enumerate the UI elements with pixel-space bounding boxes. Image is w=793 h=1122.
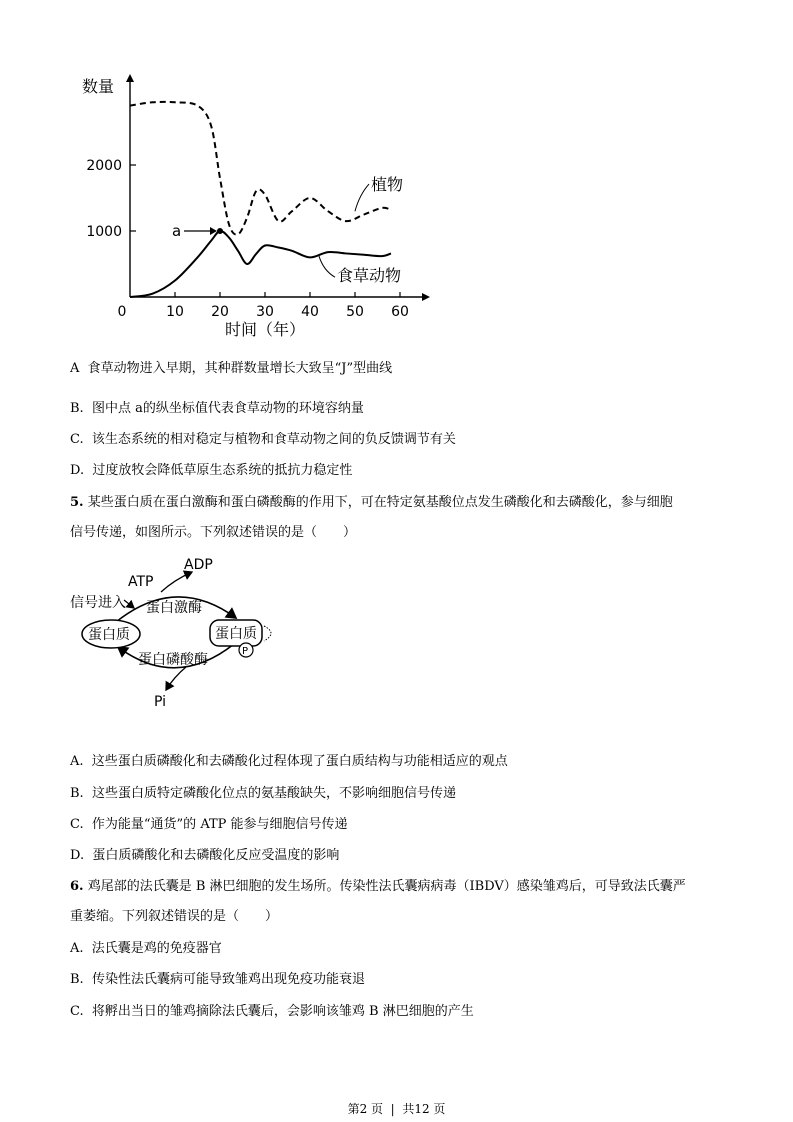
x-axis-label: 时间（年） (224, 320, 306, 339)
q6-option-c (70, 1003, 474, 1021)
adp-label: ADP (184, 557, 213, 573)
option-letter: C. (70, 432, 84, 447)
option-letter: B. (70, 972, 84, 987)
x-tick-label: 40 (301, 304, 319, 320)
pi-arrow (166, 667, 186, 690)
x-axis-arrow (422, 293, 430, 301)
q5-stem-line1: 5. 某些蛋白质在蛋白激酶和蛋白磷酸酶的作用下，可在特定氨基酸位点发生磷酸化和去磷酸化，参与细胞 (70, 495, 673, 510)
legend-plant: 植物 (371, 175, 404, 195)
active-site-icon (264, 626, 271, 641)
q5-option-c (70, 816, 348, 834)
y-axis-label: 数量 (82, 77, 115, 96)
herbivore-series-line (130, 231, 391, 297)
option-text: 作为能量“通货”的 ATP 能参与细胞信号传递 (91, 817, 348, 832)
x-tick-label: 10 (166, 304, 184, 320)
x-tick-label: 30 (256, 304, 274, 320)
question-text: 重萎缩。下列叙述错误的是（ ） (70, 909, 279, 924)
q4-option-c (70, 431, 456, 449)
q5-stem-line2 (70, 524, 356, 542)
protein-left-label: 蛋白质 (88, 627, 130, 643)
q4-option-a (70, 360, 392, 378)
footer-separator: | (390, 1102, 395, 1116)
atp-adp-arrow (161, 572, 192, 592)
legend-herbivore-leader (319, 256, 335, 277)
option-letter: A. (70, 754, 84, 769)
phosphate-label: P (242, 646, 249, 657)
option-text: 这些蛋白质磷酸化和去磷酸化过程体现了蛋白质结构与功能相适应的观点 (91, 754, 508, 769)
page-footer (0, 1100, 793, 1117)
option-letter: A. (70, 941, 84, 956)
legend-herbivore: 食草动物 (337, 266, 402, 286)
page-number: 第2 页 (347, 1102, 384, 1116)
protein-right-label: 蛋白质 (215, 626, 257, 642)
option-letter: B. (70, 401, 84, 416)
y-axis-arrow (126, 74, 134, 82)
option-text: 传染性法氏囊病可能导致雏鸡出现免疫功能衰退 (91, 972, 365, 987)
option-letter: C. (70, 817, 84, 832)
question-number: 5 (70, 495, 80, 510)
question-number: 6 (70, 879, 80, 894)
option-text: 法氏囊是鸡的免疫器官 (91, 941, 222, 956)
phosphorylation-diagram (66, 552, 296, 712)
y-tick-label: 1000 (86, 224, 122, 240)
option-text: 将孵出当日的雏鸡摘除法氏囊后，会影响该雏鸡 B 淋巴细胞的产生 (91, 1004, 474, 1019)
option-letter: D. (70, 463, 85, 478)
chart-labels (82, 77, 409, 339)
signal-label: 信号进入 (70, 595, 126, 611)
atp-label: ATP (128, 574, 154, 590)
option-text: 蛋白质磷酸化和去磷酸化反应受温度的影响 (92, 848, 340, 863)
option-letter: B. (70, 786, 84, 801)
q6-stem-line1: 6. 鸡尾部的法氏囊是 B 淋巴细胞的发生场所。传染性法氏囊病病毒（IBDV）感染雏鸡后，可导致法氏囊严 (70, 879, 686, 894)
point-a-label: a (172, 222, 182, 240)
pi-label: Pi (154, 694, 167, 710)
x-tick-label: 60 (391, 304, 409, 320)
q6-stem-line2 (70, 908, 278, 926)
kinase-label: 蛋白激酶 (146, 600, 202, 616)
q6-option-b (70, 971, 365, 989)
option-text: 该生态系统的相对稳定与植物和食草动物之间的负反馈调节有关 (91, 432, 456, 447)
question-text: 某些蛋白质在蛋白激酶和蛋白磷酸酶的作用下，可在特定氨基酸位点发生磷酸化和去磷酸化，参与细胞 (87, 495, 673, 510)
phosphatase-label: 蛋白磷酸酶 (138, 652, 208, 668)
q4-option-d (70, 462, 352, 480)
page-total: 共12 页 (402, 1102, 446, 1116)
question-text: 鸡尾部的法氏囊是 B 淋巴细胞的发生场所。传染性法氏囊病病毒（IBDV）感染雏鸡后，可导致法氏囊严 (87, 879, 686, 894)
option-letter: D. (70, 848, 85, 863)
question-text: 信号传递，如图所示。下列叙述错误的是（ ） (70, 525, 357, 540)
plant-series-line (130, 102, 391, 235)
option-text: 图中点 a的纵坐标值代表食草动物的环境容纳量 (91, 401, 364, 416)
option-letter: C. (70, 1004, 84, 1019)
q5-option-b (70, 785, 456, 803)
y-tick-label: 2000 (86, 158, 122, 174)
population-chart (60, 60, 460, 345)
option-text: 过度放牧会降低草原生态系统的抵抗力稳定性 (92, 463, 353, 478)
option-text: 食草动物进入早期，其种群数量增长大致呈“J”型曲线 (87, 361, 393, 376)
q5-option-a (70, 753, 508, 771)
q5-option-d (70, 847, 339, 865)
point-a-marker (217, 228, 223, 234)
q6-option-a (70, 940, 222, 958)
x-tick-label: 50 (346, 304, 364, 320)
x-tick-label: 0 (117, 304, 127, 320)
legend-plant-leader (355, 184, 369, 211)
option-letter: A (70, 361, 80, 376)
option-text: 这些蛋白质特定磷酸化位点的氨基酸缺失，不影响细胞信号传递 (91, 786, 456, 801)
q4-option-b (70, 400, 364, 418)
x-tick-label: 20 (211, 304, 229, 320)
